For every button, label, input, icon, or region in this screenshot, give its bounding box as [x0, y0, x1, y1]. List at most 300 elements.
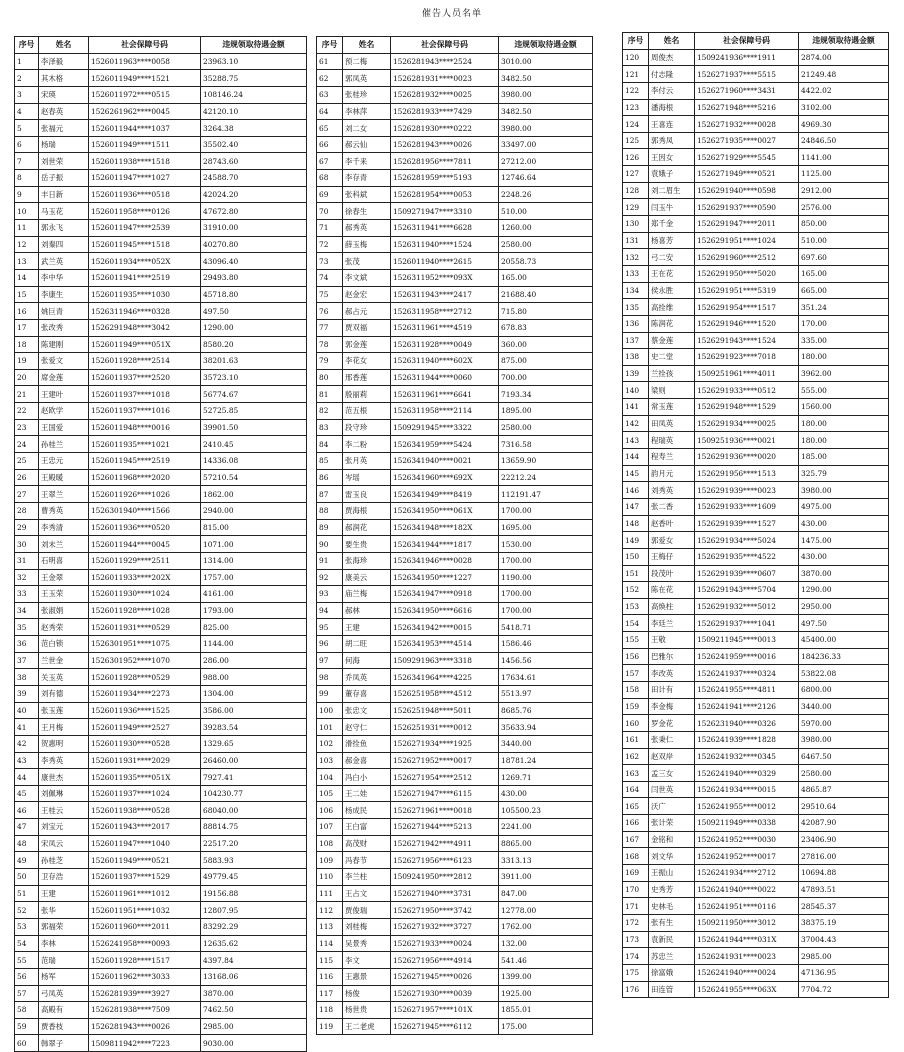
table-row — [317, 469, 593, 486]
row-number: 26 — [15, 469, 39, 486]
table-row — [623, 132, 889, 149]
table-row — [317, 502, 593, 519]
violation-amount: 1700.00 — [499, 586, 593, 603]
row-number: 138 — [623, 349, 649, 366]
table-row — [317, 869, 593, 886]
table-row — [317, 453, 593, 470]
table-row — [317, 702, 593, 719]
row-number: 66 — [317, 136, 343, 153]
violation-amount: 325.79 — [799, 465, 889, 482]
social-security-number: 1526271935****0027 — [695, 132, 799, 149]
table-row — [623, 116, 889, 133]
social-security-number: 1526011945****1518 — [89, 236, 201, 253]
table-row — [317, 486, 593, 503]
social-security-number: 1526291933****0512 — [695, 382, 799, 399]
social-security-number: 1526011949****1511 — [89, 136, 201, 153]
social-security-number: 1526311958****2712 — [391, 303, 499, 320]
table-row — [15, 53, 307, 70]
social-security-number: 1526301951****1075 — [89, 636, 201, 653]
person-name: 要生贵 — [343, 536, 391, 553]
row-number: 67 — [317, 153, 343, 170]
table-row — [623, 964, 889, 981]
row-number: 49 — [15, 852, 39, 869]
table-row — [15, 286, 307, 303]
social-security-number: 1526011926****1026 — [89, 486, 201, 503]
table-row — [317, 685, 593, 702]
person-name: 何海 — [343, 652, 391, 669]
social-security-number: 1526291934****0025 — [695, 415, 799, 432]
person-name: 贺惠明 — [39, 735, 89, 752]
violation-amount: 3010.00 — [499, 53, 593, 70]
social-security-number: 1526251931****0012 — [391, 719, 499, 736]
social-security-number: 1526341959****5424 — [391, 436, 499, 453]
violation-amount: 42024.20 — [201, 186, 307, 203]
person-name: 苏忠兰 — [649, 948, 695, 965]
person-name: 郭秀凤 — [649, 132, 695, 149]
person-name: 马玉花 — [39, 203, 89, 220]
table-row — [15, 902, 307, 919]
social-security-number: 1526281943****2524 — [391, 53, 499, 70]
violation-amount: 1456.56 — [499, 652, 593, 669]
person-name: 雷玉良 — [343, 486, 391, 503]
person-name: 孙桂兰 — [39, 436, 89, 453]
row-number: 169 — [623, 865, 649, 882]
row-number: 107 — [317, 819, 343, 836]
person-name: 康世杰 — [39, 769, 89, 786]
row-number: 48 — [15, 835, 39, 852]
social-security-number: 1526291937****1041 — [695, 615, 799, 632]
row-number: 144 — [623, 449, 649, 466]
violation-amount: 35288.75 — [201, 70, 307, 87]
violation-amount: 4397.84 — [201, 952, 307, 969]
person-name: 田连管 — [649, 981, 695, 998]
person-name: 张爱文 — [39, 353, 89, 370]
person-name: 孟三女 — [649, 765, 695, 782]
social-security-number: 1526241951****0116 — [695, 898, 799, 915]
social-security-number: 1526271944****5213 — [391, 819, 499, 836]
violation-amount: 83292.29 — [201, 918, 307, 935]
table-row — [317, 303, 593, 320]
row-number: 135 — [623, 299, 649, 316]
table-row — [317, 386, 593, 403]
row-number: 40 — [15, 702, 39, 719]
social-security-number: 1509251936****0021 — [695, 432, 799, 449]
person-name: 付志隆 — [649, 66, 695, 83]
table-row — [15, 419, 307, 436]
social-security-number: 1526291937****0590 — [695, 199, 799, 216]
table-row — [317, 436, 593, 453]
row-number: 24 — [15, 436, 39, 453]
row-number: 16 — [15, 303, 39, 320]
violation-amount: 108146.24 — [201, 86, 307, 103]
violation-amount: 555.00 — [799, 382, 889, 399]
row-number: 10 — [15, 203, 39, 220]
violation-amount: 351.24 — [799, 299, 889, 316]
row-number: 58 — [15, 1002, 39, 1019]
table-row — [15, 586, 307, 603]
row-number: 152 — [623, 582, 649, 599]
table-row — [623, 615, 889, 632]
table-row — [15, 785, 307, 802]
person-name: 赵香叶 — [649, 515, 695, 532]
violation-amount: 5883.93 — [201, 852, 307, 869]
social-security-number: 1526291934****5024 — [695, 532, 799, 549]
violation-amount: 665.00 — [799, 282, 889, 299]
person-name: 杨成民 — [343, 802, 391, 819]
table-row — [15, 436, 307, 453]
social-security-number: 1526301940****1566 — [89, 502, 201, 519]
violation-amount: 1141.00 — [799, 149, 889, 166]
social-security-number: 1526341946****0028 — [391, 552, 499, 569]
table-row — [623, 515, 889, 532]
violation-amount: 43096.40 — [201, 253, 307, 270]
social-security-number: 1526241959****0016 — [695, 648, 799, 665]
table-row — [317, 403, 593, 420]
person-name: 韩翠子 — [39, 1035, 89, 1052]
table-row — [317, 1002, 593, 1019]
person-name: 李廷兰 — [649, 615, 695, 632]
table-row — [623, 182, 889, 199]
person-name: 郝云仙 — [343, 136, 391, 153]
row-number: 55 — [15, 952, 39, 969]
table-row — [317, 619, 593, 636]
violation-amount: 8580.20 — [201, 336, 307, 353]
social-security-number: 1526011949****1521 — [89, 70, 201, 87]
violation-amount: 35633.94 — [499, 719, 593, 736]
table-row — [15, 752, 307, 769]
person-name: 范白锁 — [39, 636, 89, 653]
social-security-number: 1526291948****1529 — [695, 399, 799, 416]
social-security-number: 1526341947****0918 — [391, 586, 499, 603]
social-security-number: 1526241939****1828 — [695, 731, 799, 748]
table-row — [623, 681, 889, 698]
table-row — [15, 952, 307, 969]
person-name: 兰拴孩 — [649, 365, 695, 382]
violation-amount: 2248.26 — [499, 186, 593, 203]
table-row — [317, 369, 593, 386]
person-name: 张海珍 — [343, 552, 391, 569]
violation-amount: 1475.00 — [799, 532, 889, 549]
row-number: 146 — [623, 482, 649, 499]
table-row — [623, 365, 889, 382]
person-name: 康美云 — [343, 569, 391, 586]
social-security-number: 1526011940****2615 — [391, 253, 499, 270]
table-row — [317, 636, 593, 653]
table-row — [623, 715, 889, 732]
violation-amount: 23963.10 — [201, 53, 307, 70]
social-security-number: 1526011934****2273 — [89, 685, 201, 702]
violation-amount: 180.00 — [799, 415, 889, 432]
social-security-number: 1526011949****0521 — [89, 852, 201, 869]
person-name: 赵金宏 — [343, 286, 391, 303]
table-row — [623, 282, 889, 299]
social-security-number: 1526011928****1517 — [89, 952, 201, 969]
person-name: 巴雅尔 — [649, 648, 695, 665]
violation-amount: 3870.00 — [201, 985, 307, 1002]
social-security-number: 1526281943****0026 — [391, 136, 499, 153]
row-number: 128 — [623, 182, 649, 199]
violation-amount: 185.00 — [799, 449, 889, 466]
violation-amount: 33497.00 — [499, 136, 593, 153]
violation-amount: 4422.02 — [799, 82, 889, 99]
person-name: 程寿兰 — [649, 449, 695, 466]
table-row — [15, 220, 307, 237]
table-row — [15, 569, 307, 586]
social-security-number: 1526311928****0049 — [391, 336, 499, 353]
violation-amount: 5418.71 — [499, 619, 593, 636]
violation-amount: 3980.00 — [799, 482, 889, 499]
row-number: 109 — [317, 852, 343, 869]
violation-amount: 17634.61 — [499, 669, 593, 686]
violation-amount: 497.50 — [201, 303, 307, 320]
social-security-number: 1526271929****5545 — [695, 149, 799, 166]
violation-amount: 13168.06 — [201, 968, 307, 985]
person-name: 王振山 — [649, 865, 695, 882]
violation-amount: 1329.65 — [201, 735, 307, 752]
social-security-number: 1526291939****0607 — [695, 565, 799, 582]
table-row — [623, 249, 889, 266]
person-name: 潘海根 — [649, 99, 695, 116]
person-name: 张改秀 — [39, 319, 89, 336]
social-security-number: 1526291936****0020 — [695, 449, 799, 466]
row-number: 139 — [623, 365, 649, 382]
table-row — [317, 220, 593, 237]
table-row — [623, 798, 889, 815]
violation-amount: 104230.77 — [201, 785, 307, 802]
violation-amount: 7462.50 — [201, 1002, 307, 1019]
violation-amount: 335.00 — [799, 332, 889, 349]
table-row — [317, 536, 593, 553]
social-security-number: 1526241940****0024 — [695, 964, 799, 981]
person-name: 李文 — [343, 952, 391, 969]
social-security-number: 1526291951****1024 — [695, 232, 799, 249]
person-name: 杨世贵 — [343, 1002, 391, 1019]
table-row — [317, 952, 593, 969]
person-name: 高拴维 — [649, 299, 695, 316]
social-security-number: 1509291945****3322 — [391, 419, 499, 436]
violation-amount: 7316.58 — [499, 436, 593, 453]
table-row — [623, 914, 889, 931]
violation-amount: 1793.00 — [201, 602, 307, 619]
row-number: 5 — [15, 120, 39, 137]
row-number: 22 — [15, 403, 39, 420]
violation-amount: 1757.00 — [201, 569, 307, 586]
row-number: 111 — [317, 885, 343, 902]
person-name: 王因女 — [649, 149, 695, 166]
table-row — [317, 419, 593, 436]
table-row — [317, 186, 593, 203]
row-number: 28 — [15, 502, 39, 519]
table-row — [317, 586, 593, 603]
table-row — [623, 199, 889, 216]
social-security-number: 1526281939****3927 — [89, 985, 201, 1002]
social-security-number: 1526241934****2712 — [695, 865, 799, 882]
row-number: 149 — [623, 532, 649, 549]
social-security-number: 1526311961****4519 — [391, 319, 499, 336]
violation-amount: 8685.76 — [499, 702, 593, 719]
violation-amount: 715.80 — [499, 303, 593, 320]
row-number: 156 — [623, 648, 649, 665]
table-row — [317, 569, 593, 586]
violation-amount: 180.00 — [799, 432, 889, 449]
violation-amount: 10694.88 — [799, 865, 889, 882]
person-name: 程瑞英 — [649, 432, 695, 449]
violation-amount: 56774.67 — [201, 386, 307, 403]
table-row — [623, 232, 889, 249]
person-name: 王在花 — [649, 265, 695, 282]
social-security-number: 1526011944****0045 — [89, 536, 201, 553]
person-name: 乔凤英 — [343, 669, 391, 686]
person-name: 王白富 — [343, 819, 391, 836]
table-row — [15, 269, 307, 286]
row-number: 8 — [15, 170, 39, 187]
header-violation-amount: 违规领取待遇金额 — [499, 37, 593, 54]
table-row — [317, 170, 593, 187]
social-security-number: 1509241936****1911 — [695, 49, 799, 66]
table-row — [623, 265, 889, 282]
table-row — [317, 336, 593, 353]
social-security-number: 1526311958****2114 — [391, 403, 499, 420]
violation-amount: 132.00 — [499, 935, 593, 952]
person-name: 岳子振 — [39, 170, 89, 187]
social-security-number: 1526311943****2417 — [391, 286, 499, 303]
row-number: 1 — [15, 53, 39, 70]
row-number: 83 — [317, 419, 343, 436]
person-name: 郝金喜 — [343, 752, 391, 769]
person-name: 王梅仔 — [649, 548, 695, 565]
table-header-row — [15, 37, 307, 54]
person-name: 郭金莲 — [343, 336, 391, 353]
row-number: 173 — [623, 931, 649, 948]
person-name: 闫玉牛 — [649, 199, 695, 216]
row-number: 124 — [623, 116, 649, 133]
table-row — [15, 236, 307, 253]
row-number: 130 — [623, 216, 649, 233]
row-number: 137 — [623, 332, 649, 349]
row-number: 120 — [623, 49, 649, 66]
table-row — [15, 852, 307, 869]
social-security-number: 1526011928****2514 — [89, 353, 201, 370]
person-name: 郭凤英 — [343, 70, 391, 87]
social-security-number: 1526241940****0329 — [695, 765, 799, 782]
social-security-number: 1509811942****7223 — [89, 1035, 201, 1052]
person-name: 王金翠 — [39, 569, 89, 586]
table-row — [15, 486, 307, 503]
social-security-number: 1526291940****0598 — [695, 182, 799, 199]
person-name: 薛玉梅 — [343, 236, 391, 253]
person-name: 王殿暖 — [39, 469, 89, 486]
social-security-number: 1526251958****4512 — [391, 685, 499, 702]
social-security-number: 1526271945****6112 — [391, 1018, 499, 1035]
row-number: 3 — [15, 86, 39, 103]
social-security-number: 1526011928****0529 — [89, 669, 201, 686]
violation-amount: 42087.90 — [799, 815, 889, 832]
social-security-number: 1526311940****1524 — [391, 236, 499, 253]
table-row — [623, 149, 889, 166]
row-number: 59 — [15, 1018, 39, 1035]
social-security-number: 1526271934****1925 — [391, 735, 499, 752]
social-security-number: 1526341940****0021 — [391, 453, 499, 470]
row-number: 2 — [15, 70, 39, 87]
person-name: 贾海根 — [343, 502, 391, 519]
table-row — [15, 453, 307, 470]
table-row — [623, 781, 889, 798]
person-name: 李中华 — [39, 269, 89, 286]
person-name: 王翠兰 — [39, 486, 89, 503]
social-security-number: 1526241955****0012 — [695, 798, 799, 815]
table-row — [623, 216, 889, 233]
social-security-number: 1526241958****0093 — [89, 935, 201, 952]
violation-amount: 180.00 — [799, 349, 889, 366]
row-number: 33 — [15, 586, 39, 603]
social-security-number: 1526241952****0017 — [695, 848, 799, 865]
table-row — [317, 652, 593, 669]
person-name: 石明喜 — [39, 552, 89, 569]
table-row — [15, 885, 307, 902]
row-number: 126 — [623, 149, 649, 166]
row-number: 25 — [15, 453, 39, 470]
social-security-number: 1509211950****3012 — [695, 914, 799, 931]
row-number: 42 — [15, 735, 39, 752]
violation-amount: 52725.85 — [201, 403, 307, 420]
person-name: 张茂 — [343, 253, 391, 270]
violation-amount: 1071.00 — [201, 536, 307, 553]
person-name: 冯白小 — [343, 769, 391, 786]
row-number: 79 — [317, 353, 343, 370]
table-row — [317, 835, 593, 852]
person-name: 贾俊瑞 — [343, 902, 391, 919]
table-row — [317, 203, 593, 220]
social-security-number: 1526011928****1028 — [89, 602, 201, 619]
social-security-number: 1526311940****602X — [391, 353, 499, 370]
row-number: 45 — [15, 785, 39, 802]
person-name: 张桂珍 — [343, 86, 391, 103]
row-number: 106 — [317, 802, 343, 819]
table-row — [623, 748, 889, 765]
person-name: 王建叶 — [39, 386, 89, 403]
header-violation-amount: 违规领取待遇金额 — [799, 33, 889, 50]
person-name: 卫存浩 — [39, 869, 89, 886]
row-number: 132 — [623, 249, 649, 266]
table-row — [317, 719, 593, 736]
table-row — [15, 1035, 307, 1052]
person-name: 丰日新 — [39, 186, 89, 203]
person-name: 闫世英 — [649, 781, 695, 798]
row-number: 108 — [317, 835, 343, 852]
violation-amount: 2940.00 — [201, 502, 307, 519]
social-security-number: 1526271930****0039 — [391, 985, 499, 1002]
table-row — [317, 103, 593, 120]
violation-amount: 1269.71 — [499, 769, 593, 786]
person-name: 殷丽莉 — [343, 386, 391, 403]
table-row — [317, 935, 593, 952]
row-number: 71 — [317, 220, 343, 237]
row-number: 170 — [623, 881, 649, 898]
person-name: 张华 — [39, 902, 89, 919]
person-name: 李林 — [39, 935, 89, 952]
table-row — [317, 918, 593, 935]
row-number: 11 — [15, 220, 39, 237]
violation-amount: 1925.00 — [499, 985, 593, 1002]
row-number: 34 — [15, 602, 39, 619]
person-name: 史秀芳 — [649, 881, 695, 898]
person-name: 王敬 — [649, 632, 695, 649]
violation-amount: 184236.33 — [799, 648, 889, 665]
row-number: 116 — [317, 968, 343, 985]
table-row — [317, 552, 593, 569]
social-security-number: 1526011930****0528 — [89, 735, 201, 752]
row-number: 145 — [623, 465, 649, 482]
